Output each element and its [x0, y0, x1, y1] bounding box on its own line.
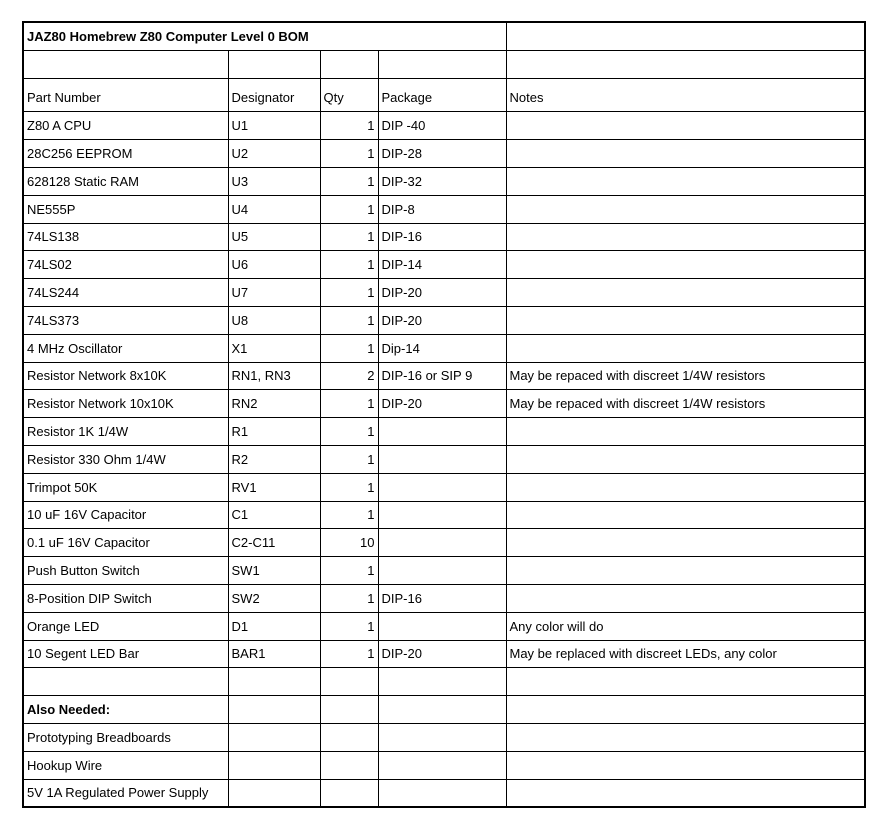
- notes-cell: [506, 584, 865, 612]
- package-cell: [378, 612, 506, 640]
- notes-cell: Any color will do: [506, 612, 865, 640]
- empty-cell: [320, 751, 378, 779]
- table-row: [23, 529, 865, 557]
- empty-cell: [228, 723, 320, 751]
- empty-cell: [228, 696, 320, 724]
- designator-cell: X1: [228, 334, 320, 362]
- empty-cell: [320, 50, 378, 78]
- empty-cell: [506, 696, 865, 724]
- notes-cell: May be repaced with discreet 1/4W resistors: [506, 362, 865, 390]
- notes-cell: [506, 112, 865, 140]
- empty-cell: [320, 668, 378, 696]
- empty-cell: [378, 723, 506, 751]
- designator-cell: U4: [228, 195, 320, 223]
- notes-cell: [506, 306, 865, 334]
- part-number-cell: 4 MHz Oscillator: [23, 334, 228, 362]
- notes-cell: [506, 501, 865, 529]
- package-cell: [378, 418, 506, 446]
- designator-cell: U5: [228, 223, 320, 251]
- package-cell: DIP-20: [378, 390, 506, 418]
- designator-cell: U3: [228, 167, 320, 195]
- part-number-cell: Orange LED: [23, 612, 228, 640]
- empty-cell: [378, 696, 506, 724]
- also-needed-row: [23, 779, 865, 807]
- empty-cell: [506, 723, 865, 751]
- qty-cell: 2: [320, 362, 378, 390]
- package-cell: [378, 445, 506, 473]
- qty-cell: 10: [320, 529, 378, 557]
- qty-cell: 1: [320, 195, 378, 223]
- table-row: [23, 251, 865, 279]
- document-title: JAZ80 Homebrew Z80 Computer Level 0 BOM: [23, 22, 506, 50]
- part-number-cell: Resistor 330 Ohm 1/4W: [23, 445, 228, 473]
- qty-cell: 1: [320, 112, 378, 140]
- table-row: [23, 501, 865, 529]
- part-number-cell: 74LS138: [23, 223, 228, 251]
- empty-cell: [228, 779, 320, 807]
- designator-cell: RV1: [228, 473, 320, 501]
- header-part-number: Part Number: [23, 78, 228, 112]
- table-row: [23, 223, 865, 251]
- header-notes: Notes: [506, 78, 865, 112]
- package-cell: DIP-20: [378, 279, 506, 307]
- table-row: [23, 445, 865, 473]
- package-cell: DIP-8: [378, 195, 506, 223]
- notes-cell: [506, 334, 865, 362]
- table-row: [23, 362, 865, 390]
- package-cell: DIP-16: [378, 223, 506, 251]
- package-cell: DIP-28: [378, 140, 506, 168]
- package-cell: DIP -40: [378, 112, 506, 140]
- empty-cell: [228, 50, 320, 78]
- qty-cell: 1: [320, 557, 378, 585]
- package-cell: [378, 473, 506, 501]
- qty-cell: 1: [320, 390, 378, 418]
- notes-cell: May be replaced with discreet LEDs, any color: [506, 640, 865, 668]
- empty-cell: [228, 668, 320, 696]
- package-cell: DIP-14: [378, 251, 506, 279]
- designator-cell: C2-C11: [228, 529, 320, 557]
- part-number-cell: 10 Segent LED Bar: [23, 640, 228, 668]
- designator-cell: U2: [228, 140, 320, 168]
- qty-cell: 1: [320, 251, 378, 279]
- part-number-cell: 8-Position DIP Switch: [23, 584, 228, 612]
- empty-cell: [378, 50, 506, 78]
- also-needed-item: Hookup Wire: [23, 751, 228, 779]
- notes-cell: [506, 251, 865, 279]
- part-number-cell: Push Button Switch: [23, 557, 228, 585]
- qty-cell: 1: [320, 334, 378, 362]
- part-number-cell: 74LS373: [23, 306, 228, 334]
- qty-cell: 1: [320, 140, 378, 168]
- empty-cell: [320, 696, 378, 724]
- qty-cell: 1: [320, 279, 378, 307]
- package-cell: DIP-20: [378, 306, 506, 334]
- notes-cell: [506, 279, 865, 307]
- empty-cell: [228, 751, 320, 779]
- part-number-cell: 628128 Static RAM: [23, 167, 228, 195]
- part-number-cell: 0.1 uF 16V Capacitor: [23, 529, 228, 557]
- empty-cell: [378, 668, 506, 696]
- also-needed-heading-row: [23, 696, 865, 724]
- table-row: [23, 306, 865, 334]
- header-designator: Designator: [228, 78, 320, 112]
- designator-cell: U8: [228, 306, 320, 334]
- qty-cell: 1: [320, 640, 378, 668]
- notes-cell: [506, 529, 865, 557]
- qty-cell: 1: [320, 584, 378, 612]
- empty-cell: [506, 50, 865, 78]
- part-number-cell: 74LS02: [23, 251, 228, 279]
- also-needed-item: 5V 1A Regulated Power Supply: [23, 779, 228, 807]
- empty-cell: [506, 668, 865, 696]
- table-row: [23, 279, 865, 307]
- part-number-cell: 10 uF 16V Capacitor: [23, 501, 228, 529]
- table-row: [23, 140, 865, 168]
- notes-cell: [506, 223, 865, 251]
- empty-cell: [378, 779, 506, 807]
- part-number-cell: Z80 A CPU: [23, 112, 228, 140]
- blank-row: [23, 668, 865, 696]
- package-cell: [378, 501, 506, 529]
- notes-cell: [506, 167, 865, 195]
- notes-cell: [506, 445, 865, 473]
- table-row: [23, 334, 865, 362]
- package-cell: [378, 557, 506, 585]
- designator-cell: D1: [228, 612, 320, 640]
- empty-cell: [23, 50, 228, 78]
- package-cell: DIP-16: [378, 584, 506, 612]
- also-needed-row: [23, 723, 865, 751]
- table-row: [23, 584, 865, 612]
- designator-cell: RN2: [228, 390, 320, 418]
- part-number-cell: NE555P: [23, 195, 228, 223]
- header-row: [23, 78, 865, 112]
- qty-cell: 1: [320, 445, 378, 473]
- qty-cell: 1: [320, 167, 378, 195]
- designator-cell: U6: [228, 251, 320, 279]
- designator-cell: SW2: [228, 584, 320, 612]
- notes-cell: May be repaced with discreet 1/4W resistors: [506, 390, 865, 418]
- empty-cell: [506, 779, 865, 807]
- table-row: [23, 112, 865, 140]
- part-number-cell: 28C256 EEPROM: [23, 140, 228, 168]
- bom-table: [22, 21, 866, 808]
- designator-cell: BAR1: [228, 640, 320, 668]
- table-row: [23, 167, 865, 195]
- part-number-cell: Trimpot 50K: [23, 473, 228, 501]
- part-number-cell: Resistor 1K 1/4W: [23, 418, 228, 446]
- part-number-cell: 74LS244: [23, 279, 228, 307]
- package-cell: [378, 529, 506, 557]
- table-row: [23, 195, 865, 223]
- package-cell: DIP-20: [378, 640, 506, 668]
- also-needed-heading: Also Needed:: [23, 696, 228, 724]
- empty-cell: [320, 779, 378, 807]
- notes-cell: [506, 140, 865, 168]
- designator-cell: SW1: [228, 557, 320, 585]
- designator-cell: R2: [228, 445, 320, 473]
- blank-row: [23, 50, 865, 78]
- qty-cell: 1: [320, 612, 378, 640]
- part-number-cell: Resistor Network 8x10K: [23, 362, 228, 390]
- empty-cell: [506, 22, 865, 50]
- part-number-cell: Resistor Network 10x10K: [23, 390, 228, 418]
- package-cell: Dip-14: [378, 334, 506, 362]
- package-cell: DIP-32: [378, 167, 506, 195]
- designator-cell: C1: [228, 501, 320, 529]
- also-needed-row: [23, 751, 865, 779]
- table-row: [23, 390, 865, 418]
- title-row: [23, 22, 865, 50]
- empty-cell: [320, 723, 378, 751]
- package-cell: DIP-16 or SIP 9: [378, 362, 506, 390]
- designator-cell: U1: [228, 112, 320, 140]
- designator-cell: RN1, RN3: [228, 362, 320, 390]
- header-package: Package: [378, 78, 506, 112]
- qty-cell: 1: [320, 306, 378, 334]
- table-row: [23, 640, 865, 668]
- table-row: [23, 612, 865, 640]
- empty-cell: [378, 751, 506, 779]
- table-row: [23, 473, 865, 501]
- notes-cell: [506, 473, 865, 501]
- qty-cell: 1: [320, 473, 378, 501]
- qty-cell: 1: [320, 223, 378, 251]
- table-row: [23, 557, 865, 585]
- header-qty: Qty: [320, 78, 378, 112]
- qty-cell: 1: [320, 501, 378, 529]
- qty-cell: 1: [320, 418, 378, 446]
- empty-cell: [23, 668, 228, 696]
- designator-cell: U7: [228, 279, 320, 307]
- notes-cell: [506, 418, 865, 446]
- also-needed-item: Prototyping Breadboards: [23, 723, 228, 751]
- designator-cell: R1: [228, 418, 320, 446]
- notes-cell: [506, 195, 865, 223]
- table-row: [23, 418, 865, 446]
- empty-cell: [506, 751, 865, 779]
- notes-cell: [506, 557, 865, 585]
